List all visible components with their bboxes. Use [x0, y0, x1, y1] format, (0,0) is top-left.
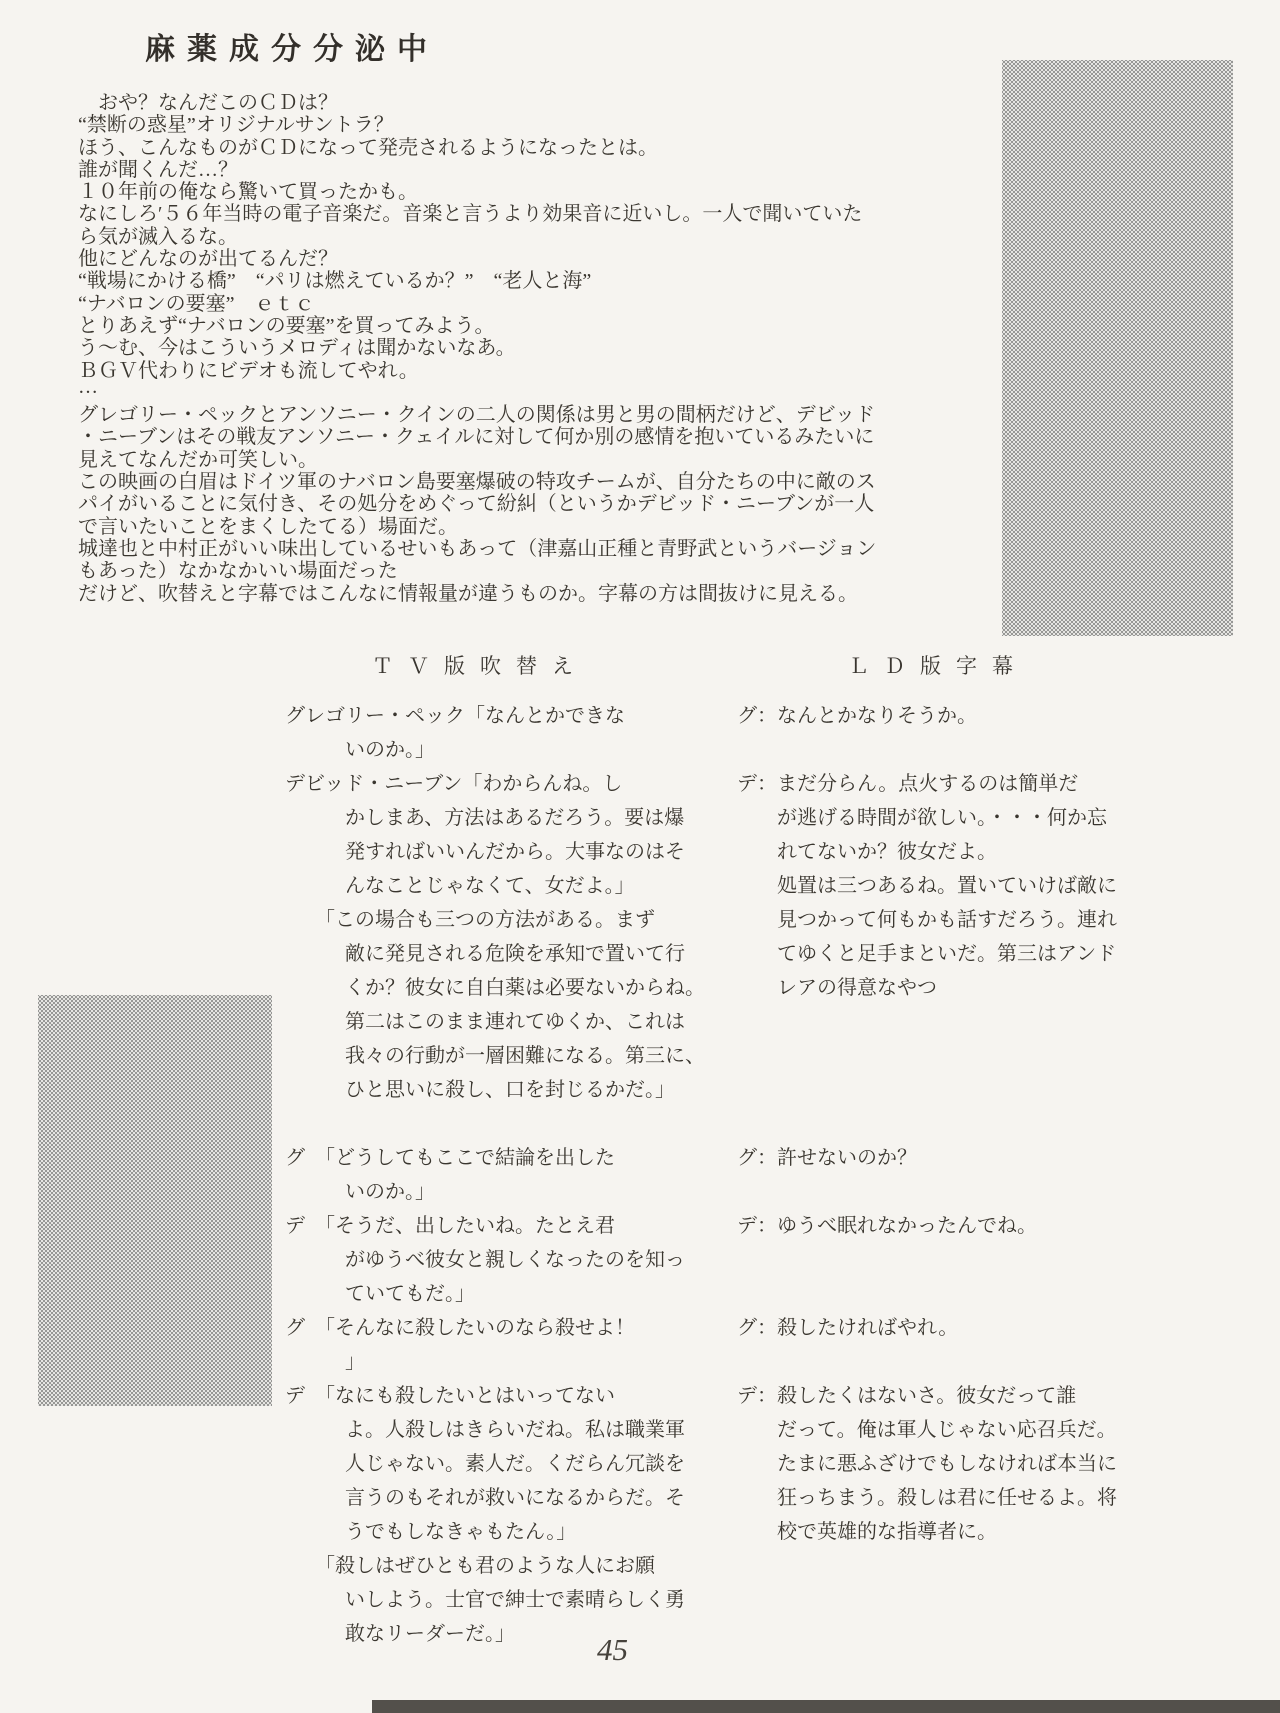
text-line: 校で英雄的な指導者に。: [737, 1521, 997, 1543]
text-line: この映画の白眉はドイツ軍のナバロン島要塞爆破の特攻チームが、自分たちの中に敵のス: [78, 471, 876, 494]
text-line: で言いたいことをまくしたてる）場面だ。: [78, 515, 458, 538]
text-line: なにしろ′５６年当時の電子音楽だ。音楽と言うより効果音に近いし。一人で聞いていた: [78, 203, 863, 226]
halftone-image-left: [38, 995, 272, 1406]
text-line: おや？なんだこのＣＤは？: [78, 92, 338, 114]
text-line: だって。俺は軍人じゃない応召兵だ。: [737, 1419, 1117, 1441]
text-line: とりあえず“ナバロンの要塞”を買ってみよう。: [78, 314, 495, 337]
text-line: 狂っちまう。殺しは君に任せるよ。将: [737, 1487, 1117, 1509]
column-header-tv-dub: ＴＶ版吹替え: [372, 654, 588, 678]
text-line: ていてもだ。」: [285, 1283, 475, 1305]
text-line: [737, 1109, 1167, 1143]
text-line: グ：許せないのか？: [737, 1147, 917, 1169]
text-line: グ 「どうしてもここで結論を出した: [285, 1147, 615, 1169]
text-line: 敢なリーダーだ。」: [285, 1623, 515, 1645]
text-line: 見つかって何もかも話すだろう。連れ: [737, 909, 1117, 931]
text-line: ら気が滅入るな。: [78, 225, 238, 248]
text-line: もあった）なかなかいい場面だった: [78, 560, 398, 583]
text-line: 発すればいいんだから。大事なのはそ: [285, 841, 685, 863]
text-line: “禁断の惑星”オリジナルサントラ？: [78, 114, 394, 137]
text-line: 第二はこのまま連れてゆくか、これは: [285, 1011, 685, 1033]
text-line: 誰が聞くんだ…？: [78, 158, 238, 181]
text-line: がゆうべ彼女と親しくなったのを知っ: [285, 1249, 685, 1271]
text-line: んなことじゃなくて、女だよ。」: [285, 875, 635, 897]
text-line: 」: [285, 1351, 365, 1373]
text-line: う〜む、今はこういうメロディは聞かないなあ。: [78, 337, 516, 360]
ld-subtitle-dialogue-column: [737, 701, 1167, 1551]
text-line: デ：ゆうべ眠れなかったんでね。: [737, 1215, 1037, 1237]
text-line: パイがいることに気付き、その処分をめぐって紛糾（というかデビッド・ニーブンが一人: [78, 493, 875, 516]
text-line: たまに悪ふざけでもしなければ本当に: [737, 1453, 1117, 1475]
text-line: レアの得意なやつ: [737, 977, 937, 999]
text-line: ・ニーブンはその戦友アンソニー・クェイルに対して何か別の感情を抱いているみたいに: [78, 426, 875, 449]
text-line: グ：なんとかなりそうか。: [737, 705, 977, 727]
text-line: 城達也と中村正がいい味出しているせいもあって（津嘉山正種と青野武というバージョン: [78, 537, 877, 560]
text-line: くか？彼女に自白薬は必要ないからね。: [285, 977, 705, 999]
text-line: [737, 1007, 1167, 1041]
text-line: てゆくと足手まといだ。第三はアンド: [737, 943, 1117, 965]
text-line: 我々の行動が一層困難になる。第三に、: [285, 1045, 705, 1067]
text-line: [737, 1245, 1167, 1279]
text-line: うでもしなきゃもたん。」: [285, 1521, 577, 1543]
text-line: ひと思いに殺し、口を封じるかだ。」: [285, 1079, 675, 1101]
text-line: れてないか？彼女だよ。: [737, 841, 997, 863]
halftone-image-right: [1002, 60, 1233, 636]
text-line: グレゴリー・ペック「なんとかできな: [285, 705, 625, 727]
text-line: デビッド・ニーブン「わからんね。し: [285, 773, 623, 795]
text-line: [737, 1177, 1167, 1211]
text-line: グ 「そんなに殺したいのなら殺せよ！: [285, 1317, 635, 1339]
text-line: デ：まだ分らん。点火するのは簡単だ: [737, 773, 1079, 795]
text-line: よ。人殺しはきらいだね。私は職業軍: [285, 1419, 685, 1441]
page-number: 45: [597, 1632, 628, 1667]
text-line: 言うのもそれが救いになるからだ。そ: [285, 1487, 685, 1509]
page-title: 麻薬成分分泌中: [145, 33, 439, 66]
text-line: [285, 1109, 715, 1143]
intro-text-block: [78, 86, 978, 605]
text-line: 処置は三つあるね。置いていけば敵に: [737, 875, 1117, 897]
text-line: １０年前の俺なら驚いて買ったかも。: [78, 181, 418, 204]
text-line: ほう、こんなものがＣＤになって発売されるようになったとは。: [78, 136, 658, 159]
text-line: グ：殺したければやれ。: [737, 1317, 959, 1339]
text-line: ＢＧＶ代わりにビデオも流してやれ。: [78, 359, 419, 382]
text-line: [737, 1279, 1167, 1313]
scan-edge-bar: [372, 1700, 1280, 1713]
text-line: デ：殺したくはないさ。彼女だって誰: [737, 1385, 1077, 1407]
text-line: “ナバロンの要塞” ｅｔｃ: [78, 292, 315, 315]
text-line: …: [78, 375, 98, 398]
text-line: 見えてなんだか可笑しい。: [78, 448, 318, 471]
text-line: が逃げる時間が欲しい。・・・何か忘: [737, 807, 1107, 829]
column-header-ld-subtitles: ＬＤ版字幕: [848, 654, 1028, 678]
text-line: [737, 1041, 1167, 1075]
tv-dub-dialogue-column: [285, 701, 715, 1653]
text-line: いのか。」: [285, 1181, 435, 1203]
text-line: [737, 1075, 1167, 1109]
text-line: [737, 735, 1167, 769]
text-line: [737, 1347, 1167, 1381]
text-line: 「殺しはぜひとも君のような人にお願: [285, 1555, 655, 1577]
text-line: “戦場にかける橋” “パリは燃えているか？” “老人と海”: [78, 270, 592, 293]
text-line: いのか。」: [285, 739, 435, 761]
text-line: 「この場合も三つの方法がある。まず: [285, 909, 655, 931]
text-line: デ 「そうだ、出したいね。たとえ君: [285, 1215, 615, 1237]
text-line: 人じゃない。素人だ。くだらん冗談を: [285, 1453, 685, 1475]
text-line: 他にどんなのが出てるんだ？: [78, 248, 338, 271]
text-line: だけど、吹替えと字幕ではこんなに情報量が違うものか。字幕の方は間抜けに見える。: [78, 582, 858, 605]
text-line: 敵に発見される危険を承知で置いて行: [285, 943, 685, 965]
text-line: グレゴリー・ペックとアンソニー・クインの二人の関係は男と男の間柄だけど、デビッド: [78, 404, 875, 427]
text-line: かしまあ、方法はあるだろう。要は爆: [285, 807, 685, 829]
text-line: いしよう。士官で紳士で素晴らしく勇: [285, 1589, 685, 1611]
text-line: デ 「なにも殺したいとはいってない: [285, 1385, 615, 1407]
